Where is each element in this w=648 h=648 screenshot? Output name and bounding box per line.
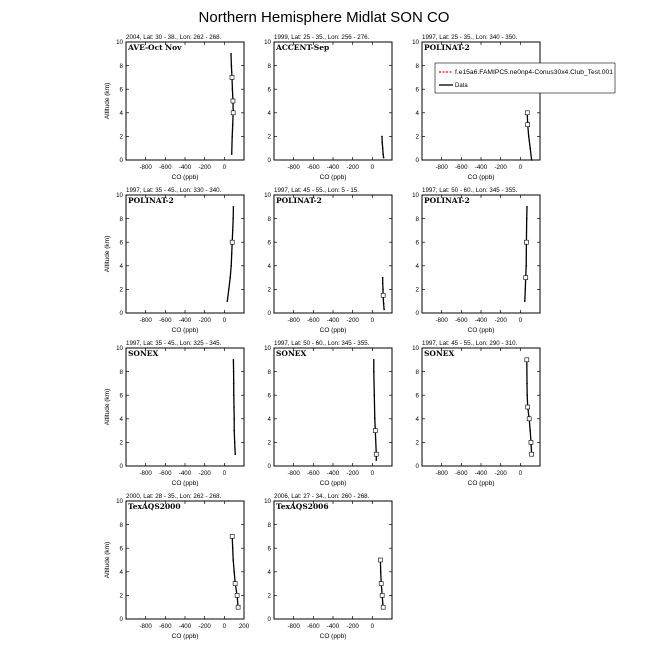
plot-panel-11 (264, 493, 392, 640)
data-point (382, 277, 384, 279)
data-point (232, 547, 234, 549)
y-tick-label: 2 (267, 286, 271, 294)
y-tick-label: 8 (119, 215, 123, 223)
data-point (524, 300, 526, 302)
y-tick-label: 10 (412, 345, 419, 353)
legend-label: f.e15a6.FAMIPC5.ne0np4-Conus30x4.Club_Test.001 (455, 70, 614, 77)
plot-panel-8 (264, 340, 392, 487)
plot-panel-1 (104, 34, 244, 181)
panel-tag: POLINAT-2 (128, 196, 174, 205)
x-tick-label: -800 (435, 317, 448, 324)
data-point (233, 394, 235, 396)
y-tick-label: 10 (116, 39, 123, 47)
x-tick-label: -800 (139, 623, 152, 630)
y-tick-label: 10 (412, 192, 419, 200)
y-tick-label: 6 (267, 545, 271, 553)
y-tick-label: 10 (412, 39, 419, 47)
data-point (234, 453, 236, 455)
x-tick-label: -400 (326, 470, 340, 477)
y-axis-label: Altitude (km) (104, 235, 111, 273)
data-point (233, 430, 235, 432)
y-tick-label: 4 (415, 110, 419, 117)
data-point (230, 534, 234, 538)
data-point (531, 159, 533, 161)
plot-frame (126, 348, 244, 466)
data-point (381, 136, 383, 138)
data-point (378, 558, 382, 562)
x-tick-label: -600 (307, 317, 320, 324)
x-tick-label: -400 (326, 317, 340, 324)
plot-frame (422, 348, 540, 466)
x-tick-label: 0 (370, 164, 375, 171)
panel-header: 1997, Lat: 50 - 60., Lon: 345 - 355. (422, 187, 518, 194)
data-point (381, 293, 385, 297)
plot-panel-4 (104, 187, 244, 334)
x-tick-label: -200 (346, 317, 359, 324)
x-tick-label: 0 (222, 164, 227, 171)
x-tick-label: 0 (222, 623, 227, 630)
plot-frame (274, 195, 392, 313)
data-point (530, 452, 534, 456)
y-tick-label: 6 (267, 86, 271, 94)
data-point (233, 418, 235, 420)
data-point (373, 371, 375, 373)
data-point (231, 153, 233, 155)
x-tick-label: -200 (346, 164, 359, 171)
data-point (380, 571, 382, 573)
y-tick-label: 6 (119, 392, 123, 400)
y-tick-label: 2 (267, 133, 271, 141)
x-axis-label: CO (ppb) (319, 480, 347, 487)
x-tick-label: -800 (139, 317, 152, 324)
y-tick-label: 0 (267, 157, 271, 165)
y-tick-label: 2 (267, 439, 271, 447)
y-tick-label: 10 (116, 345, 123, 353)
plot-frame (126, 195, 244, 313)
y-tick-label: 2 (119, 439, 123, 447)
panel-tag: SONEX (128, 349, 159, 358)
y-tick-label: 4 (119, 110, 123, 117)
x-axis-label: CO (ppb) (319, 174, 347, 181)
x-tick-label: -200 (198, 623, 211, 630)
y-tick-label: 8 (119, 521, 123, 529)
x-axis-label: CO (ppb) (319, 327, 347, 334)
plot-frame (422, 195, 540, 313)
data-point (233, 571, 235, 573)
plot-panel-6 (412, 187, 540, 334)
x-tick-label: -400 (178, 623, 192, 630)
data-point (380, 593, 384, 597)
panel-tag: POLINAT-2 (424, 196, 470, 205)
data-point (382, 147, 384, 149)
y-tick-label: 2 (415, 439, 419, 447)
x-axis-label: CO (ppb) (467, 480, 495, 487)
y-tick-label: 2 (119, 286, 123, 294)
x-tick-label: -400 (474, 317, 488, 324)
panel-tag: POLINAT-2 (424, 43, 470, 52)
x-tick-label: -200 (198, 470, 211, 477)
y-tick-label: 8 (119, 62, 123, 70)
data-point (231, 136, 233, 138)
y-tick-label: 4 (415, 416, 419, 423)
x-tick-label: 0 (370, 623, 375, 630)
x-axis-label: CO (ppb) (467, 327, 495, 334)
data-point (381, 605, 385, 609)
plot-panel-5 (264, 187, 392, 334)
data-point (525, 265, 527, 267)
x-tick-label: -600 (455, 164, 468, 171)
data-point (526, 123, 530, 127)
y-tick-label: 0 (119, 157, 123, 165)
x-axis-label: CO (ppb) (171, 327, 199, 334)
x-tick-label: -200 (494, 470, 507, 477)
x-tick-label: -600 (455, 317, 468, 324)
y-tick-label: 0 (119, 310, 123, 318)
data-point (381, 142, 383, 144)
y-tick-label: 10 (264, 39, 271, 47)
data-point (526, 383, 528, 385)
legend-label: Data (455, 83, 468, 90)
series-line-data (374, 360, 377, 460)
x-axis-label: CO (ppb) (319, 633, 347, 640)
y-tick-label: 6 (119, 239, 123, 247)
y-tick-label: 8 (415, 215, 419, 223)
y-tick-label: 10 (116, 498, 123, 506)
y-tick-label: 6 (119, 545, 123, 553)
x-tick-label: -200 (494, 317, 507, 324)
panel-tag: SONEX (276, 349, 307, 358)
x-tick-label: 0 (518, 470, 523, 477)
x-tick-label: -600 (159, 317, 172, 324)
x-tick-label: 0 (370, 317, 375, 324)
x-tick-label: -800 (435, 164, 448, 171)
x-tick-label: -400 (474, 164, 488, 171)
x-tick-label: 0 (370, 470, 375, 477)
x-tick-label: -400 (326, 164, 340, 171)
data-point (529, 440, 533, 444)
data-point (232, 124, 234, 126)
y-tick-label: 8 (415, 62, 419, 70)
x-tick-label: -600 (307, 470, 320, 477)
series-line-data (231, 54, 233, 154)
y-tick-label: 6 (415, 239, 419, 247)
data-point (233, 359, 235, 361)
plot-panel-2 (264, 34, 392, 181)
panel-header: 2000, Lat: 28 - 35., Lon: 262 - 268. (126, 493, 222, 500)
data-point (233, 582, 237, 586)
plot-frame (126, 42, 244, 160)
panel-tag: ACCENT-Sep (276, 43, 330, 52)
data-point (229, 277, 231, 279)
x-axis-label: CO (ppb) (171, 174, 199, 181)
data-point (382, 283, 384, 285)
data-point (527, 417, 531, 421)
x-tick-label: -200 (346, 470, 359, 477)
x-axis-label: CO (ppb) (467, 174, 495, 181)
data-point (525, 111, 529, 115)
y-tick-label: 6 (415, 392, 419, 400)
x-tick-label: -600 (159, 164, 172, 171)
data-point (374, 394, 376, 396)
data-point (233, 383, 235, 385)
y-tick-label: 2 (267, 592, 271, 600)
x-tick-label: -800 (287, 623, 300, 630)
x-tick-label: -800 (287, 317, 300, 324)
y-tick-label: 10 (264, 498, 271, 506)
data-point (233, 371, 235, 373)
data-point (374, 452, 378, 456)
y-tick-label: 8 (119, 368, 123, 376)
data-point (231, 65, 233, 67)
data-point (529, 430, 531, 432)
data-point (230, 240, 234, 244)
y-tick-label: 6 (267, 392, 271, 400)
y-tick-label: 6 (267, 239, 271, 247)
plot-frame (274, 42, 392, 160)
x-tick-label: -400 (474, 470, 488, 477)
panel-header: 1997, Lat: 35 - 45., Lon: 330 - 340. (126, 187, 222, 194)
x-tick-label: -600 (159, 623, 172, 630)
data-point (379, 582, 383, 586)
plot-frame (422, 42, 540, 160)
data-point (228, 289, 230, 291)
figure-title: Northern Hemisphere Midlat SON CO (198, 9, 450, 26)
data-point (231, 111, 235, 115)
plot-panel-10 (104, 493, 250, 640)
data-point (232, 218, 234, 220)
y-tick-label: 0 (267, 463, 271, 471)
x-tick-label: -200 (198, 317, 211, 324)
y-tick-label: 4 (267, 416, 271, 423)
plot-frame (126, 501, 244, 619)
plot-panel-9 (412, 340, 540, 487)
panel-header: 1997, Lat: 25 - 35., Lon: 340 - 350. (422, 34, 518, 41)
plot-panel-7 (104, 340, 244, 487)
y-tick-label: 0 (415, 157, 419, 165)
data-point (526, 405, 530, 409)
y-tick-label: 4 (119, 263, 123, 270)
y-tick-label: 8 (267, 521, 271, 529)
data-point (231, 99, 235, 103)
data-point (230, 265, 232, 267)
x-axis-label: CO (ppb) (171, 633, 199, 640)
x-tick-label: 0 (518, 317, 523, 324)
y-tick-label: 8 (267, 62, 271, 70)
y-tick-label: 6 (119, 86, 123, 94)
y-tick-label: 4 (267, 110, 271, 117)
data-point (375, 459, 377, 461)
panel-tag: AVE-Oct Nov (128, 43, 182, 52)
x-tick-label: -600 (455, 470, 468, 477)
x-tick-label: 200 (238, 623, 250, 630)
panel-header: 1997, Lat: 35 - 45., Lon: 325 - 345. (126, 340, 222, 347)
y-tick-label: 0 (119, 463, 123, 471)
panel-header: 1997, Lat: 45 - 55., Lon: 5 - 15. (274, 187, 359, 194)
data-point (528, 136, 530, 138)
x-tick-label: -400 (178, 164, 192, 171)
y-axis-label: Altitude (km) (104, 541, 111, 579)
data-point (235, 593, 239, 597)
y-tick-label: 8 (267, 368, 271, 376)
y-tick-label: 2 (119, 592, 123, 600)
y-tick-label: 4 (119, 416, 123, 423)
x-tick-label: -200 (494, 164, 507, 171)
x-tick-label: -600 (307, 164, 320, 171)
x-tick-label: -400 (178, 470, 192, 477)
panel-tag: POLINAT-2 (276, 196, 322, 205)
y-tick-label: 4 (267, 263, 271, 270)
y-tick-label: 0 (267, 616, 271, 624)
x-tick-label: 0 (518, 164, 523, 171)
y-tick-label: 8 (267, 215, 271, 223)
data-point (233, 206, 235, 208)
y-tick-label: 2 (415, 286, 419, 294)
data-point (529, 147, 531, 149)
y-tick-label: 10 (264, 345, 271, 353)
x-tick-label: 0 (222, 317, 227, 324)
panel-tag: SONEX (424, 349, 455, 358)
data-point (383, 309, 385, 311)
x-tick-label: -800 (435, 470, 448, 477)
legend (435, 63, 615, 93)
x-tick-label: -400 (178, 317, 192, 324)
data-point (382, 289, 384, 291)
x-tick-label: -600 (159, 470, 172, 477)
data-point (373, 359, 375, 361)
data-point (230, 75, 234, 79)
series-line-data (525, 207, 527, 301)
x-tick-label: -800 (139, 164, 152, 171)
y-tick-label: 4 (267, 569, 271, 576)
panel-header: 2004, Lat: 30 - 38., Lon: 262 - 268. (126, 34, 222, 41)
y-tick-label: 0 (415, 310, 419, 318)
y-tick-label: 0 (415, 463, 419, 471)
x-axis-label: CO (ppb) (171, 480, 199, 487)
y-tick-label: 2 (119, 133, 123, 141)
x-tick-label: 0 (222, 470, 227, 477)
plot-panel-3 (412, 34, 540, 181)
data-point (236, 605, 240, 609)
y-tick-label: 10 (264, 192, 271, 200)
y-tick-label: 2 (415, 133, 419, 141)
panel-header: 1997, Lat: 50 - 60., Lon: 345 - 355. (274, 340, 370, 347)
y-tick-label: 6 (415, 86, 419, 94)
y-tick-label: 0 (119, 616, 123, 624)
data-point (230, 53, 232, 55)
panel-header: 1997, Lat: 45 - 55., Lon: 290 - 310. (422, 340, 518, 347)
data-point (524, 289, 526, 291)
x-tick-label: -400 (326, 623, 340, 630)
data-point (232, 88, 234, 90)
x-tick-label: -800 (287, 164, 300, 171)
panel-header: 1999, Lat: 25 - 35., Lon: 256 - 276. (274, 34, 370, 41)
data-point (233, 406, 235, 408)
y-axis-label: Altitude (km) (104, 82, 111, 120)
y-tick-label: 8 (415, 368, 419, 376)
y-tick-label: 10 (116, 192, 123, 200)
data-point (524, 276, 528, 280)
x-tick-label: -200 (346, 623, 359, 630)
plot-frame (274, 501, 392, 619)
data-point (526, 394, 528, 396)
data-point (524, 240, 528, 244)
x-tick-label: -800 (139, 470, 152, 477)
panel-tag: TexAQS2000 (128, 502, 181, 511)
data-point (383, 157, 385, 159)
panel-header: 2006, Lat: 27 - 34., Lon: 260 - 268. (274, 493, 370, 500)
y-tick-label: 4 (119, 569, 123, 576)
data-point (226, 300, 228, 302)
y-axis-label: Altitude (km) (104, 388, 111, 426)
data-point (526, 206, 528, 208)
data-point (232, 559, 234, 561)
y-tick-label: 0 (267, 310, 271, 318)
data-point (373, 429, 377, 433)
x-tick-label: -800 (287, 470, 300, 477)
panel-tag: TexAQS2006 (276, 502, 329, 511)
y-tick-label: 4 (415, 263, 419, 270)
data-point (383, 303, 385, 305)
data-point (232, 230, 234, 232)
data-point (231, 253, 233, 255)
data-point (525, 358, 529, 362)
x-tick-label: -200 (198, 164, 211, 171)
data-point (374, 418, 376, 420)
data-point (234, 442, 236, 444)
x-tick-label: -600 (307, 623, 320, 630)
data-point (382, 153, 384, 155)
data-point (526, 218, 528, 220)
